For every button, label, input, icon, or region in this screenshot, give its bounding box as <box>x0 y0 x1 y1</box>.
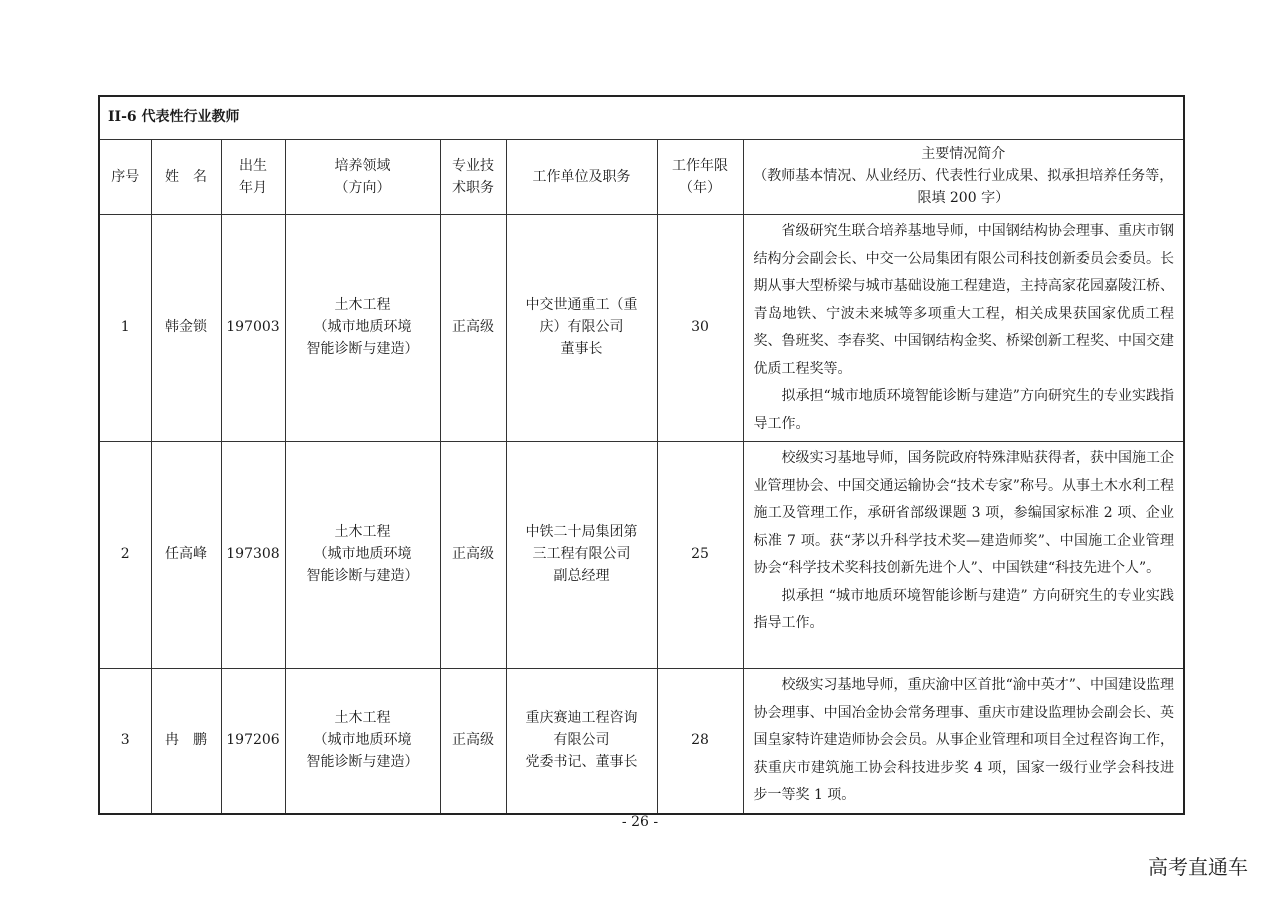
header-employer: 工作单位及职务 <box>506 140 657 215</box>
row-title: 正高级 <box>440 669 506 814</box>
watermark: 高考直通车 <box>1148 855 1248 879</box>
header-summary: 主要情况简介 （教师基本情况、从业经历、代表性行业成果、拟承担培养任务等，限填 200 字） <box>743 140 1184 215</box>
teacher-table <box>98 95 1185 815</box>
table-row <box>99 669 1184 814</box>
row-employer: 中铁二十局集团第 三工程有限公司 副总经理 <box>506 442 657 669</box>
row-employer: 中交世通重工（重 庆）有限公司 董事长 <box>506 215 657 442</box>
row-birth: 197003 <box>221 215 285 442</box>
row-name: 冉 鹏 <box>151 669 221 814</box>
row-summary: 校级实习基地导师，重庆渝中区首批“渝中英才”、中国建设监理协会理事、中国冶金协会常务理事、重庆市建设监理协会副会长、英国皇家特许建造师协会会员。从事企业管理和项目全过程咨询工作，获重庆市建筑施工协会科技进步奖 4 项，国家一级行业学会科技进步一等奖 1 项。 <box>743 669 1184 814</box>
row-employer: 重庆赛迪工程咨询 有限公司 党委书记、董事长 <box>506 669 657 814</box>
row-title: 正高级 <box>440 215 506 442</box>
header-birth: 出生 年月 <box>221 140 285 215</box>
row-field: 土木工程 （城市地质环境 智能诊断与建造） <box>285 215 440 442</box>
row-years: 30 <box>657 215 743 442</box>
row-birth: 197308 <box>221 442 285 669</box>
header-field: 培养领域 （方向） <box>285 140 440 215</box>
header-seq: 序号 <box>99 140 151 215</box>
row-field: 土木工程 （城市地质环境 智能诊断与建造） <box>285 669 440 814</box>
header-title: 专业技 术职务 <box>440 140 506 215</box>
row-field: 土木工程 （城市地质环境 智能诊断与建造） <box>285 442 440 669</box>
row-birth: 197206 <box>221 669 285 814</box>
row-title: 正高级 <box>440 442 506 669</box>
table-header <box>99 140 1184 215</box>
section-title: II-6 代表性行业教师 <box>99 96 1184 140</box>
row-name: 韩金锁 <box>151 215 221 442</box>
row-years: 28 <box>657 669 743 814</box>
row-seq: 2 <box>99 442 151 669</box>
table-row <box>99 215 1184 442</box>
row-seq: 1 <box>99 215 151 442</box>
row-years: 25 <box>657 442 743 669</box>
header-years: 工作年限 （年） <box>657 140 743 215</box>
row-summary: 省级研究生联合培养基地导师，中国钢结构协会理事、重庆市钢结构分会副会长、中交一公局集团有限公司科技创新委员会委员。长期从事大型桥梁与城市基础设施工程建造，主持高家花园嘉陵江桥、青岛地铁、宁波未来城等多项重大工程，相关成果获国家优质工程奖、鲁班奖、李春奖、中国钢结构金奖、桥梁创新工程奖、中国交建优质工程奖等。 拟承担“城市地质环境智能诊断与建造”方向研究生的专业实践指导工作。 <box>743 215 1184 442</box>
header-name: 姓 名 <box>151 140 221 215</box>
row-name: 任高峰 <box>151 442 221 669</box>
row-summary: 校级实习基地导师，国务院政府特殊津贴获得者，获中国施工企业管理协会、中国交通运输协会“技术专家”称号。从事土木水利工程施工及管理工作，承研省部级课题 3 项，参编国家标准 2 项、企业标准 7 项。获“茅以升科学技术奖—建造师奖”、中国施工企业管理协会“科学技术奖科技创新先进个人”、中国铁建“科技先进个人”。 拟承担 “城市地质环境智能诊断与建造” 方向研究生的专业实践指导工作。 <box>743 442 1184 669</box>
page-number: - 26 - <box>621 814 659 830</box>
row-seq: 3 <box>99 669 151 814</box>
table-row <box>99 442 1184 669</box>
